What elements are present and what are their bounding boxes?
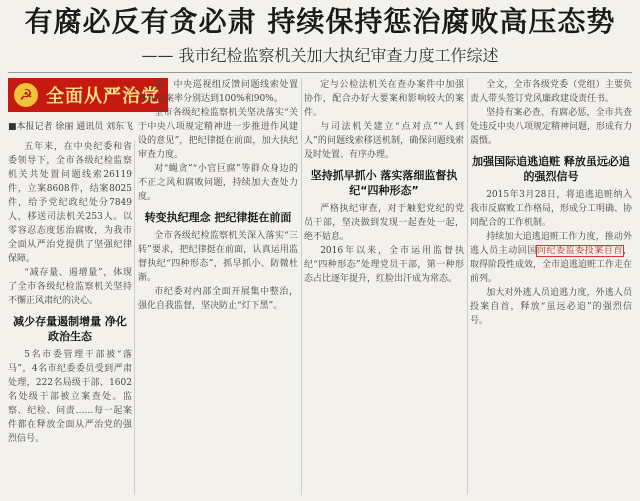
paragraph: 2015年3月28日，将追逃追赃纳入我市反腐败工作格局，形成分工明确、协同配合的工作机制。 [470,190,632,228]
top-rule [8,72,632,73]
column-a [8,140,132,496]
section-heading: 转变执纪理念 把纪律挺在前面 [144,211,292,224]
highlight-after: ，取得阶段性成效，全市追逃追赃工作走在前列。 [470,246,632,284]
paragraph: 定与公检法机关在查办案件中加强协作，配合办好大要案和影响较大的案件。 [304,80,464,118]
column-divider [301,78,302,495]
paragraph: 5名市委管理干部被“落马”，4名市纪委委员受到严肃处理，222名局级干部、1602名处级干部被立案查处。监察、纪检、问责……每一起案件都在释放全面从严治党的强烈信号。 [8,350,132,444]
section-heading: 坚持抓早抓小 落实落细监督执纪“四种形态” [310,169,458,197]
paragraph: 市纪委对内部全面开展集中整治，强化自我监督，坚决防止“灯下黑”。 [138,287,298,311]
highlighted-text: 向纪委监委投案自首 [536,246,623,256]
party-emblem-icon: ☭ [14,83,38,107]
paragraph: 坚持有案必查、有腐必惩，全市共查处违反中央八项规定精神问题，形成有力震慑。 [470,108,632,146]
paragraph: 全市各级纪检监察机关坚决落实“关于中央八项规定精神进一步推进作风建设的意见”，把纪律挺在前面，加大执纪审查力度。 [138,108,298,160]
byline: ■本报记者 徐丽 通讯员 刘东飞 [8,122,134,132]
column-d [470,78,632,496]
paragraph: “减存量、遏增量”，体现了全市各级纪检监察机关坚持不懈正风肃纪的决心。 [8,268,132,306]
paragraph: 五年来，在中央纪委和省委领导下，全市各级纪检监察机关共处置问题线索26119件，立案8608件，结案8025件，给予党纪政纪处分7849人，移送司法机关253人。以零容忍态度惩治腐败，为我市全面从严治党提供了坚强纪律保障。 [8,142,132,264]
paragraph: 加大对外逃人员追逃力度，外逃人员投案自首，释放“虽远必追”的强烈信号。 [470,288,632,326]
paragraph: 与司法机关建立“点对点”“人到人”的问题线索移送机制，确保问题线索及时处置、有序办理。 [304,122,464,160]
highlight-paragraph [470,230,632,286]
column-divider [134,140,135,495]
section-heading: 减少存量遏制增量 净化政治生态 [13,315,127,343]
paragraph: 对“蝇贪”“小官巨腐”等群众身边的不正之风和腐败问题，持续加大查处力度。 [138,164,298,202]
highlight-before: 持续加大追逃追赃工作力度，推动外逃人员主动回国 [470,232,632,256]
paragraph: 全文，全市各级党委（党组）主要负责人带头签订党风廉政建设责任书。 [470,80,632,104]
column-divider [467,78,468,495]
column-c [304,78,464,496]
paragraph: 全市各级纪检监察机关深入落实“三转”要求，把纪律挺在前面，认真运用监督执纪“四种形态”，抓早抓小、防微杜渐。 [138,231,298,283]
headline: 有腐必反有贪必肃 持续保持惩治腐败高压态势 [24,5,616,38]
subheadline: —— 我市纪检监察机关加大执纪审查力度工作综述 [141,46,499,65]
banner-label: 全面从严治党 [46,86,160,107]
paragraph: 2016年以来，全市运用监督执纪“四种形态”处理党员干部，第一种形态占比逐年提升，红脸出汗成为常态。 [304,246,464,284]
section-heading: 加强国际追逃追赃 释放虽远必追的强烈信号 [472,155,630,183]
paragraph: 严格执纪审查，对于触犯党纪的党员干部，坚决做到发现一起查处一起，绝不姑息。 [304,204,464,242]
paragraph: 前，中央巡视组反馈问题线索处置率和结案率分别达到100%和90%。 [138,80,298,104]
column-b [138,78,298,496]
